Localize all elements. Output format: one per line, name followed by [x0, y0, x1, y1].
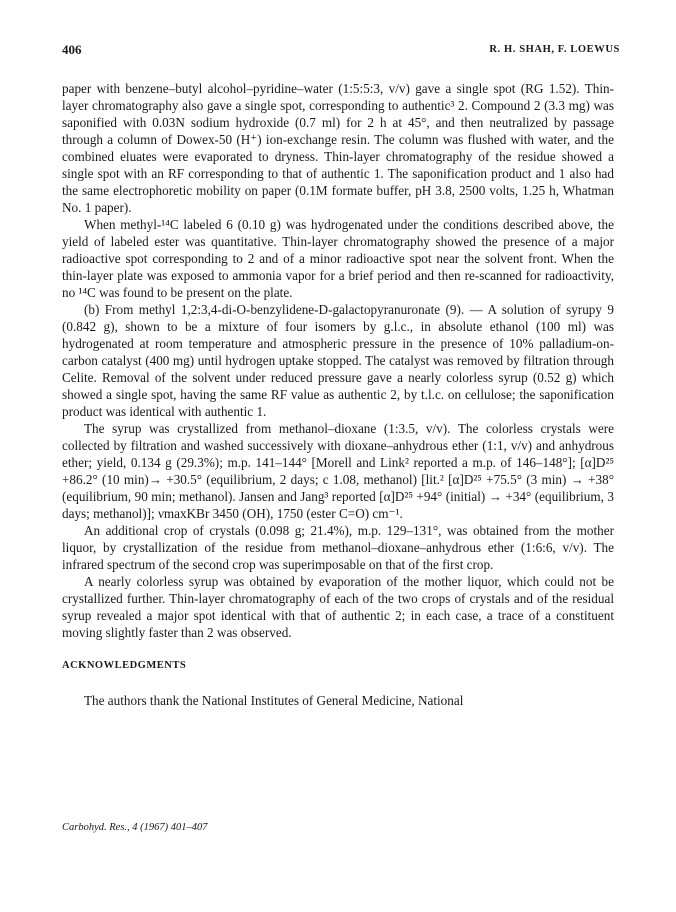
- body-text: [62, 80, 614, 709]
- paragraph-hydrolysis: paper with benzene–butyl alcohol–pyridine–water (1:5:5:3, v/v) gave a single spot (RG 1.52). Thin-layer chromatography also gave a single spot, corresponding to authentic³ 2. Compound 2 (3.3 mg) was saponified with 0.03N sodium hydroxide (0.7 ml) for 2 h at 45°, and then neutralized by passage through a column of Dowex-50 (H⁺) ion-exchange resin. The column was flushed with water, and the combined eluates were evaporated to dryness. Thin-layer chromatography of the residue showed a single spot with an RF corresponding to that of authentic 1. The saponification product and 1 also had the same electrophoretic mobility on paper (0.1M formate buffer, pH 3.8, 2500 volts, 1.25 h, Whatman No. 1 paper).: [62, 81, 614, 215]
- page-number: 406: [62, 42, 82, 57]
- acknowledgments-text: The authors thank the National Institutes of General Medicine, National: [84, 693, 464, 708]
- paragraph-second-crop: An additional crop of crystals (0.098 g; 21.4%), m.p. 129–131°, was obtained from the mother liquor, by crystallization of the residue from methanol–dioxane–anhydrous ether (1:6:6, v/v). The infrared spectrum of the second crop was superimposable on that of the first crop.: [62, 523, 614, 572]
- acknowledgments-heading: ACKNOWLEDGMENTS: [62, 660, 187, 671]
- running-head: R. H. SHAH, F. LOEWUS: [489, 44, 620, 55]
- paragraph-mother-liquor: A nearly colorless syrup was obtained by evaporation of the mother liquor, which could not be crystallized further. Thin-layer chromatography of each of the two crops of crystals and of the residual syrup revealed a major spot identical with that of authentic 2; in each case, a trace of a constituent moving slightly faster than 2 was observed.: [62, 574, 614, 640]
- journal-citation: Carbohyd. Res., 4 (1967) 401–407: [62, 822, 208, 833]
- paragraph-labeled-ester: When methyl-¹⁴C labeled 6 (0.10 g) was hydrogenated under the conditions described above, the yield of labeled ester was quantitative. Thin-layer chromatography showed the presence of a major radioactive spot corresponding to 2 and of a minor radioactive spot near the solvent front. When the thin-layer plate was exposed to ammonia vapor for a brief period and then re-scanned for radioactivity, no ¹⁴C was found to be present on the plate.: [62, 217, 614, 300]
- paragraph-crystallization: The syrup was crystallized from methanol–dioxane (1:3.5, v/v). The colorless crystals were collected by filtration and washed successively with dioxane–anhydrous ether (1:1, v/v) and anhydrous ether; yield, 0.134 g (29.3%); m.p. 141–144° [Morell and Link² reported a m.p. of 146–148°]; [α]D²⁵ +86.2° (10 min)→ +30.5° (equilibrium, 2 days; c 1.08, methanol) [lit.² [α]D²⁵ +75.5° (3 min) → +38° (equilibrium, 90 min; methanol). Jansen and Jang³ reported [α]D²⁵ +94° (initial) → +34° (equilibrium, 3 days; methanol)]; νmaxKBr 3450 (OH), 1750 (ester C=O) cm⁻¹.: [62, 421, 614, 521]
- paragraph-benzylidene-method: (b) From methyl 1,2:3,4-di-O-benzylidene-D-galactopyranuronate (9). — A solution of syrupy 9 (0.842 g), shown to be a mixture of four isomers by g.l.c., in absolute ethanol (100 ml) was hydrogenated at room temperature and atmospheric pressure in the presence of 10% palladium-on-carbon catalyst (400 mg) until hydrogen uptake stopped. The catalyst was removed by filtration through Celite. Removal of the solvent under reduced pressure gave a nearly colorless syrup (0.52 g) which showed a single spot, having the same RF value as authentic 2, by t.l.c. on cellulose; the saponification product was identical with authentic 1.: [62, 302, 614, 419]
